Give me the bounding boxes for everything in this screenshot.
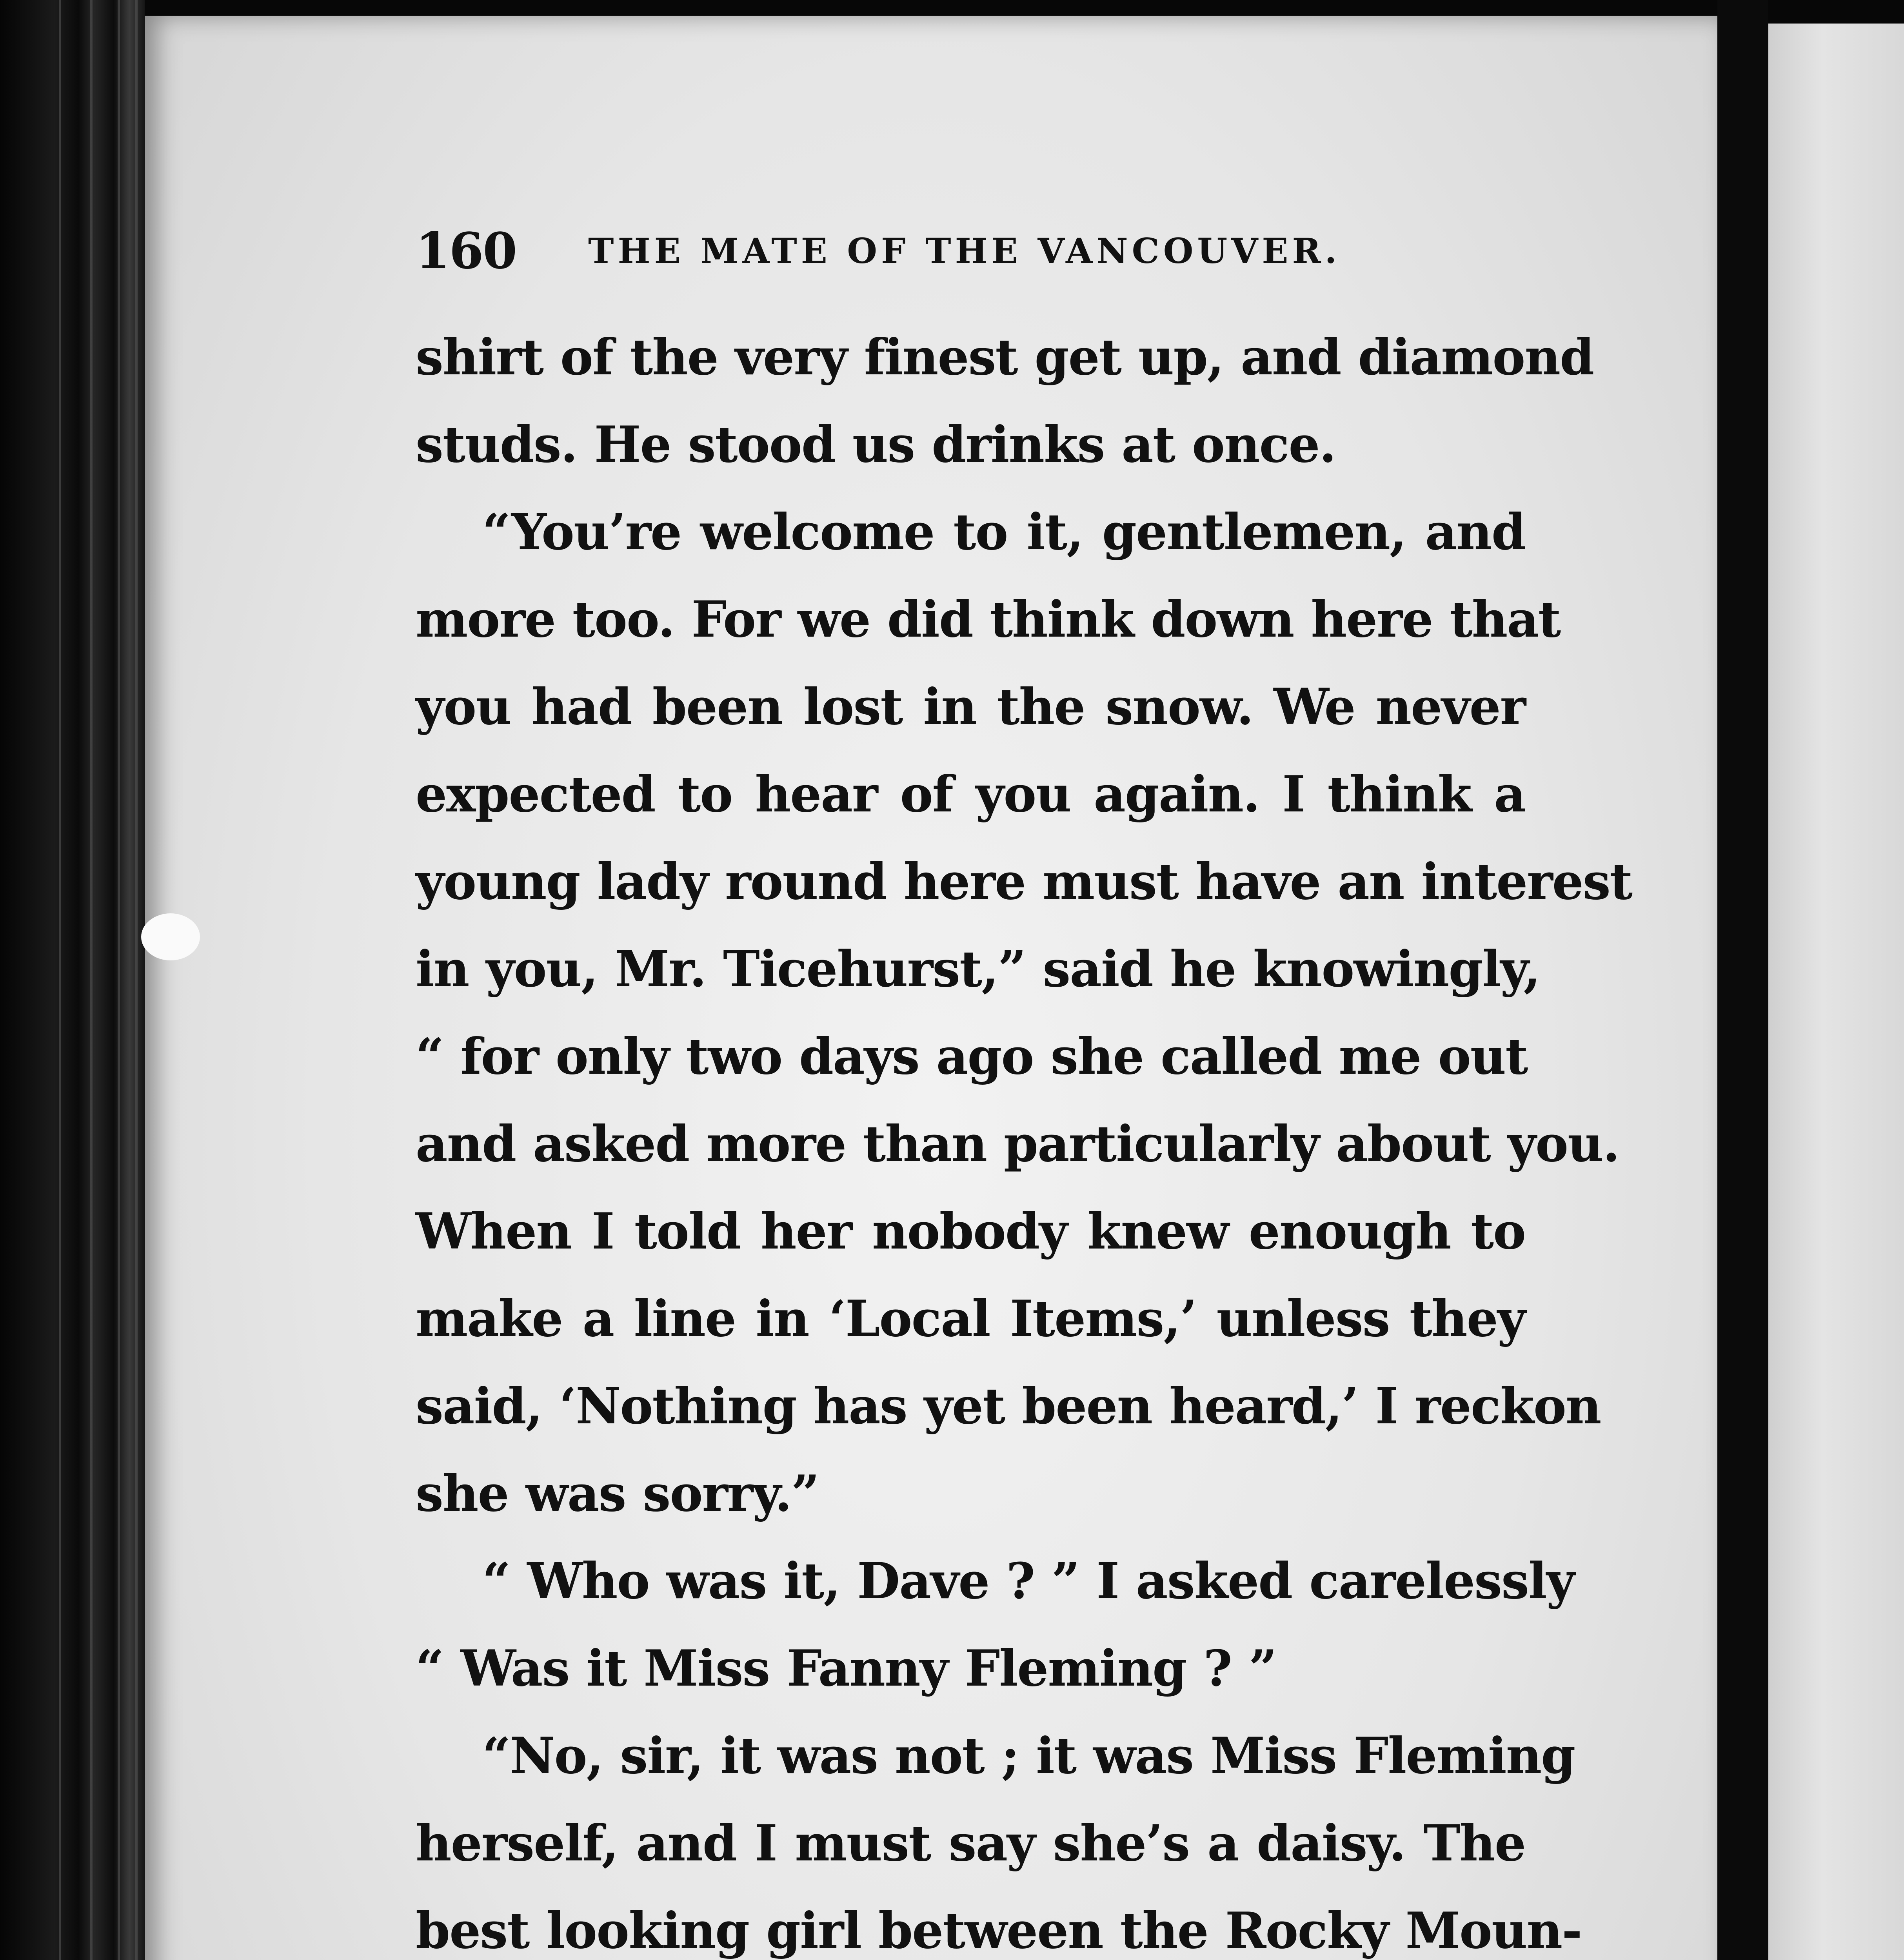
text-line: “ for only two days ago she called me out: [416, 1027, 1528, 1085]
text-line: said, ‘Nothing has yet been heard,’ I reckon: [416, 1377, 1601, 1435]
text-line: best looking girl between the Rocky Moun-: [416, 1902, 1582, 1960]
next-page-edge: [1768, 24, 1904, 1960]
text-line: more too. For we did think down here that: [416, 590, 1561, 648]
page-gutter: [1717, 0, 1768, 1960]
text-line: “No, sir, it was not ; it was Miss Fleming: [482, 1727, 1575, 1785]
paper-damage-mark: [141, 913, 200, 960]
text-line: “You’re welcome to it, gentlemen, and: [482, 503, 1525, 561]
text-line: studs. He stood us drinks at once.: [416, 416, 1336, 474]
binding-line: [118, 0, 120, 1960]
text-line: she was sorry.”: [416, 1465, 819, 1523]
text-line: and asked more than particularly about you.: [416, 1115, 1619, 1173]
page-number: 160: [416, 222, 517, 280]
text-line: expected to hear of you again. I think a: [416, 765, 1525, 823]
body-text: [416, 314, 1632, 1960]
running-title: THE MATE OF THE VANCOUVER.: [588, 230, 1341, 271]
text-line: “ Was it Miss Fanny Fleming ? ”: [416, 1639, 1277, 1697]
binding-line: [90, 0, 93, 1960]
text-line: shirt of the very finest get up, and diamond: [416, 328, 1594, 386]
text-line: herself, and I must say she’s a daisy. The: [416, 1814, 1525, 1872]
book-binding-edge: [0, 0, 145, 1960]
page-header: [416, 212, 1521, 290]
binding-line: [135, 0, 138, 1960]
text-line: “ Who was it, Dave ? ” I asked carelessly: [482, 1552, 1574, 1610]
text-line: When I told her nobody knew enough to: [416, 1202, 1525, 1260]
text-line: you had been lost in the snow. We never: [416, 678, 1525, 736]
binding-line: [59, 0, 61, 1960]
text-line: young lady round here must have an interest: [416, 853, 1632, 911]
text-line: make a line in ‘Local Items,’ unless they: [416, 1290, 1525, 1348]
text-line: in you, Mr. Ticehurst,” said he knowingly,: [416, 940, 1540, 998]
